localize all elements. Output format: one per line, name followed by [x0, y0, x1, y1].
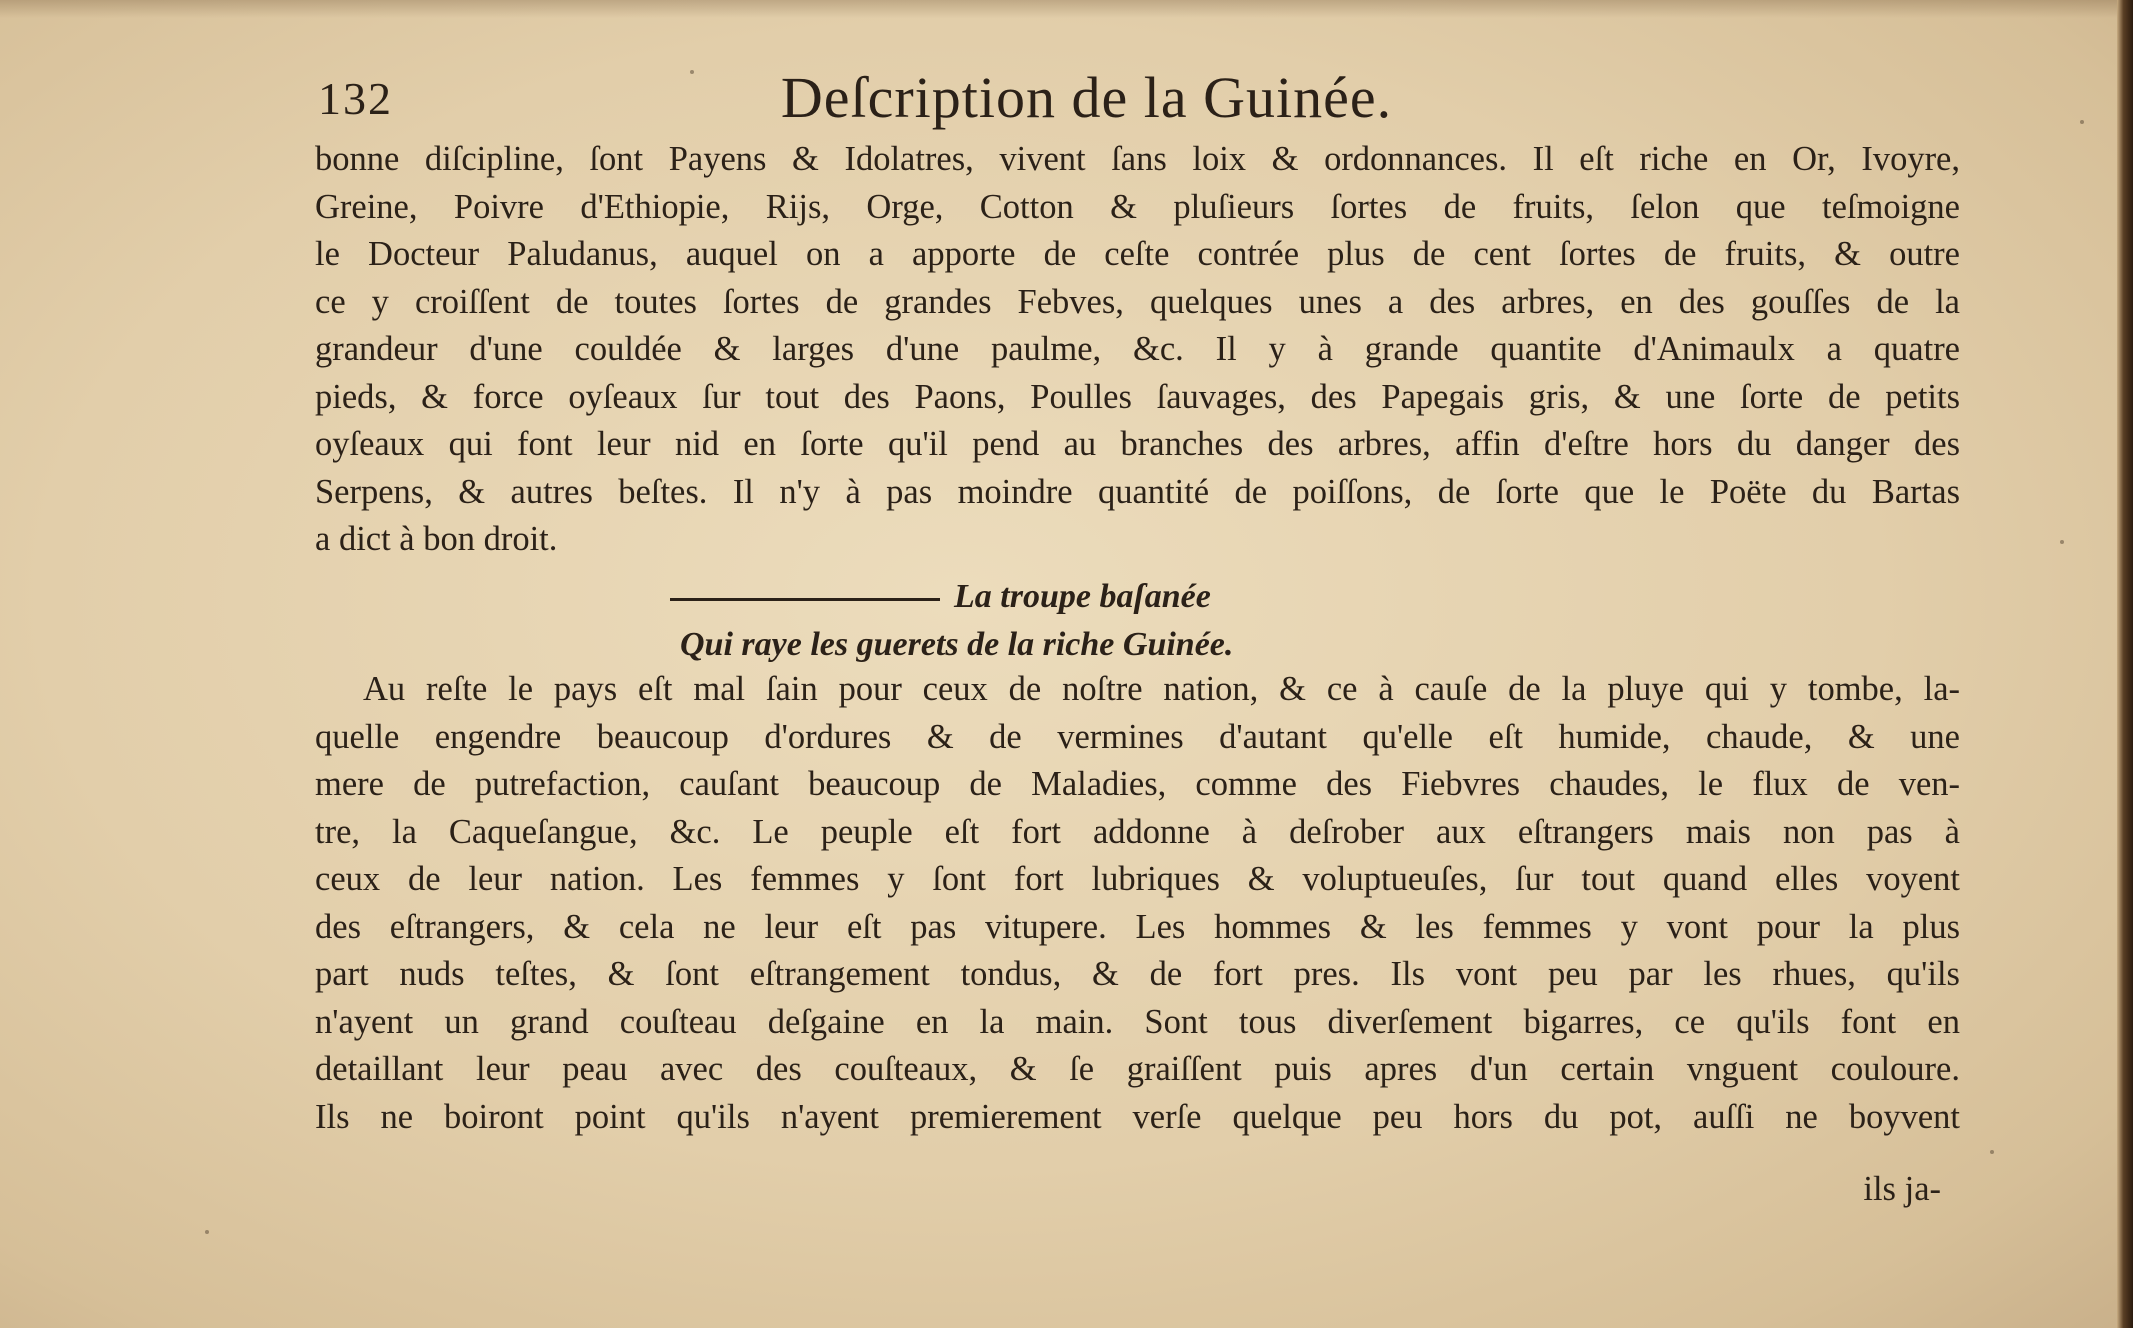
text-line: Serpens, & autres beſtes. Il n'y à pas moindre quantité de poiſſons, de ſorte que le Poëte du Bartas — [315, 472, 1960, 511]
text-line: ceux de leur nation. Les femmes y ſont fort lubriques & voluptueuſes, ſur tout quand elles voyent — [315, 860, 1960, 898]
verse-line-1-text: La troupe baſanée — [954, 578, 1211, 615]
page-number: 132 — [318, 73, 393, 124]
paper-speck — [1990, 1150, 1994, 1154]
paragraph-2 — [315, 666, 1960, 1141]
quote-dash-rule — [670, 598, 940, 601]
verse-line-1 — [670, 573, 1233, 621]
text-line: quelle engendre beaucoup d'ordures & de vermines d'autant qu'elle eſt humide, chaude, & une — [315, 717, 1960, 756]
text-line: detaillant leur peau avec des couſteaux, & ſe graiſſent puis apres d'un certain vnguent couloure. — [315, 1050, 1960, 1088]
text-line: a dict à bon droit. — [315, 520, 558, 558]
text-line: tre, la Caqueſangue, &c. Le peuple eſt fort addonne à deſrober aux eſtrangers mais non pas à — [315, 812, 1960, 851]
text-line: bonne diſcipline, ſont Payens & Idolatres, vivent ſans loix & ordonnances. Il eſt riche en Or, Ivoyre, — [315, 140, 1960, 178]
paragraph-1 — [315, 136, 1960, 564]
text-line: oyſeaux qui font leur nid en ſorte qu'il pend au branches des arbres, affin d'eſtre hors du danger des — [315, 425, 1960, 463]
paper-speck — [690, 70, 694, 74]
text-line: n'ayent un grand couſteau deſgaine en la main. Sont tous diverſement bigarres, ce qu'ils font en — [315, 1002, 1960, 1041]
text-line: grandeur d'une couldée & larges d'une paulme, &c. Il y à grande quantite d'Animaulx a quatre — [315, 330, 1960, 368]
paper-speck — [205, 1230, 209, 1234]
verse-line-2: Qui raye les guerets de la riche Guinée. — [680, 626, 1234, 663]
paper-speck — [2080, 120, 2084, 124]
text-line: Greine, Poivre d'Ethiopie, Rijs, Orge, Cotton & pluſieurs ſortes de fruits, ſelon que teſmoigne — [315, 187, 1960, 226]
page-binding-edge — [2117, 0, 2133, 1328]
running-title: Deſcription de la Guinée. — [780, 65, 1393, 130]
text-line: mere de putrefaction, cauſant beaucoup de Maladies, comme des Fiebvres chaudes, le flux de ven- — [315, 765, 1960, 803]
text-line: Au reſte le pays eſt mal ſain pour ceux de noſtre nation, & ce à cauſe de la pluye qui y tombe, la- — [363, 670, 1960, 708]
page-top-shadow — [0, 0, 2133, 18]
verse-quote — [670, 573, 1233, 669]
text-line: part nuds teſtes, & ſont eſtrangement tondus, & de fort pres. Ils vont peu par les rhues, qu'ils — [315, 955, 1960, 993]
text-line: ce y croiſſent de toutes ſortes de grandes Febves, quelques unes a des arbres, en des gouſſes de la — [315, 282, 1960, 321]
paper-speck — [2060, 540, 2064, 544]
catchword: ils ja- — [1863, 1170, 1941, 1208]
text-line: Ils ne boiront point qu'ils n'ayent premierement verſe quelque peu hors du pot, auſſi ne boyvent — [315, 1097, 1960, 1136]
text-line: des eſtrangers, & cela ne leur eſt pas vitupere. Les hommes & les femmes y vont pour la plus — [315, 907, 1960, 946]
text-line: pieds, & force oyſeaux ſur tout des Paons, Poulles ſauvages, des Papegais gris, & une ſorte de petits — [315, 377, 1960, 416]
text-line: le Docteur Paludanus, auquel on a apporte de ceſte contrée plus de cent ſortes de fruits, & outre — [315, 235, 1960, 273]
